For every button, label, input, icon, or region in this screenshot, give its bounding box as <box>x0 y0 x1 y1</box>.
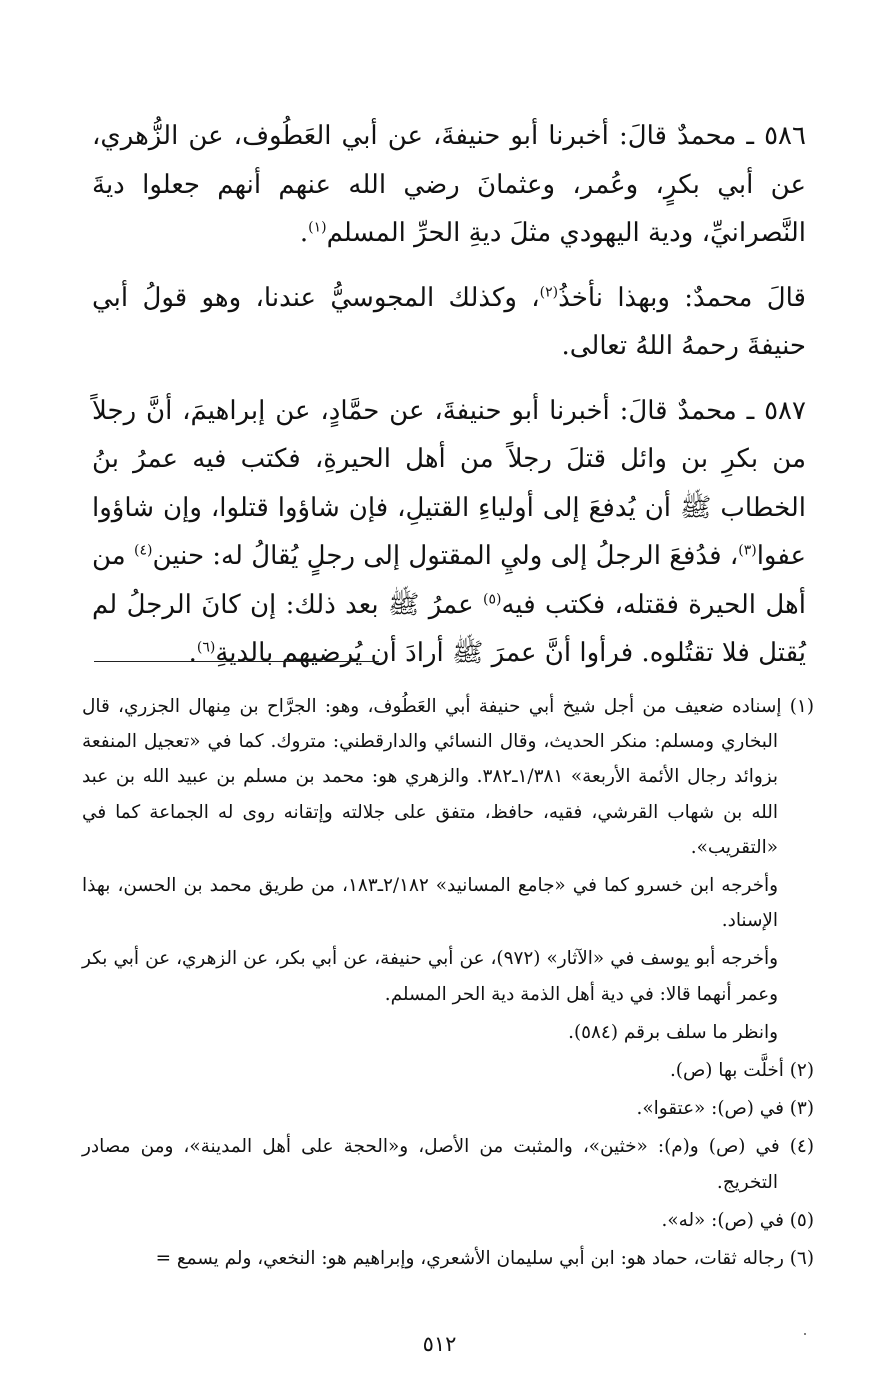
footnotes <box>82 689 814 1276</box>
footnote-2: (٢) أخلَّت بها (ص). <box>669 1060 814 1082</box>
footnote-6: (٦) رجاله ثقات، حماد هو: ابن أبي سليمان الأشعري، وإبراهيم هو: النخعي، ولم يسمع = <box>155 1248 814 1270</box>
footnote-5: (٥) في (ص): «له». <box>661 1209 814 1231</box>
hadith-586 <box>92 112 806 258</box>
commentary-586-text-b: ، وكذلك المجوسيُّ عندنا، وهو قولُ أبي حنيفةَ رحمهُ اللهُ تعالى. <box>92 282 806 361</box>
footnote-3: (٣) في (ص): «عتقوا». <box>636 1098 814 1120</box>
hadith-586-text: ٥٨٦ ـ محمدٌ قالَ: أخبرنا أبو حنيفةَ، عن أبي العَطُوف، عن الزُّهري، عن أبي بكرٍ، وعُمر، وعثمانَ رضي الله عنهم أنهم جعلوا ديةَ النَّصرانيِّ، ودية اليهودي مثلَ ديةِ الحرِّ المسلم <box>92 121 806 248</box>
scan-speck <box>804 1333 806 1335</box>
footnote-ref-2[interactable]: (٢) <box>539 283 559 300</box>
commentary-586 <box>92 274 806 371</box>
footnote-1-continued: وأخرجه أبو يوسف في «الآثار» (٩٧٢)، عن أبي حنيفة، عن أبي بكر، عن الزهري، عن أبي بكر وعمر أنهما قالا: في دية أهل الذمة دية الحر المسلم. <box>82 948 779 1005</box>
hadith-587-text-a: ٥٨٧ ـ محمدٌ قالَ: أخبرنا أبو حنيفةَ، عن حمَّادٍ، عن إبراهيمَ، أنَّ رجلاً من بكرِ بن وائل قتلَ رجلاً من أهل الحيرةِ، فكتب فيه عمرُ بنُ الخطاب ﷺ أن يُدفعَ إلى أولياءِ القتيلِ، فإن شاؤوا قتلوا، وإن شاؤوا عفوا <box>92 395 807 571</box>
hadith-586-end: . <box>299 218 309 248</box>
page-number: ٥١٢ <box>422 1332 457 1356</box>
hadith-587-text-c: من أهل الحيرة فقتله، فكتب فيه <box>92 541 806 620</box>
hadith-587 <box>92 387 806 678</box>
footnote-1-continued: وانظر ما سلف برقم (٥٨٤). <box>568 1021 778 1043</box>
footnote-ref-3[interactable]: (٣) <box>738 542 757 559</box>
hadith-587-text-d: عمرُ ﷺ بعد ذلك: إن كانَ الرجلُ لم يُقتل فلا تقتُلوه. فرأوا أنَّ عمرَ ﷺ أرادَ أن يُرضيهم بالديةِ <box>92 589 806 668</box>
commentary-586-text-a: قالَ محمدٌ: وبهذا نأخذُ <box>558 282 806 313</box>
footnote-ref-4[interactable]: (٤) <box>134 542 153 559</box>
hadith-587-end: . <box>188 638 197 668</box>
footnote-1-continued: وأخرجه ابن خسرو كما في «جامع المسانيد» ٢/١٨٢ـ١٨٣، من طريق محمد بن الحسن، بهذا الإسناد. <box>82 875 778 932</box>
footnote-separator <box>94 661 379 662</box>
footnote-ref-1[interactable]: (١) <box>308 219 327 236</box>
hadith-587-text-b: ، فدُفعَ الرجلُ إلى وليِ المقتول إلى رجلٍ يُقالُ له: حنين <box>152 541 739 571</box>
footnote-ref-5[interactable]: (٥) <box>482 590 502 607</box>
main-text <box>92 112 806 678</box>
footnote-4: (٤) في (ص) و(م): «خثين»، والمثبت من الأصل، و«الحجة على أهل المدينة»، ومن مصادر التخريج. <box>82 1136 814 1193</box>
footnote-ref-6[interactable]: (٦) <box>196 639 216 656</box>
footnote-1: (١) إسناده ضعيف من أجل شيخ أبي حنيفة أبي العَطُوف، وهو: الجرَّاح بن مِنهال الجزري، قال البخاري ومسلم: منكر الحديث، وقال النسائي والدارقطني: متروك. كما في «تعجيل المنفعة بزوائد رجال الأئمة الأربعة» ١/٣٨١ـ٣٨٢. والزهري هو: محمد بن مسلم بن عبيد الله بن عبد الله بن شهاب القرشي، فقيه، حافظ، متفق على جلالته وإتقانه روى له الجماعة كما في «التقريب». <box>82 696 814 858</box>
